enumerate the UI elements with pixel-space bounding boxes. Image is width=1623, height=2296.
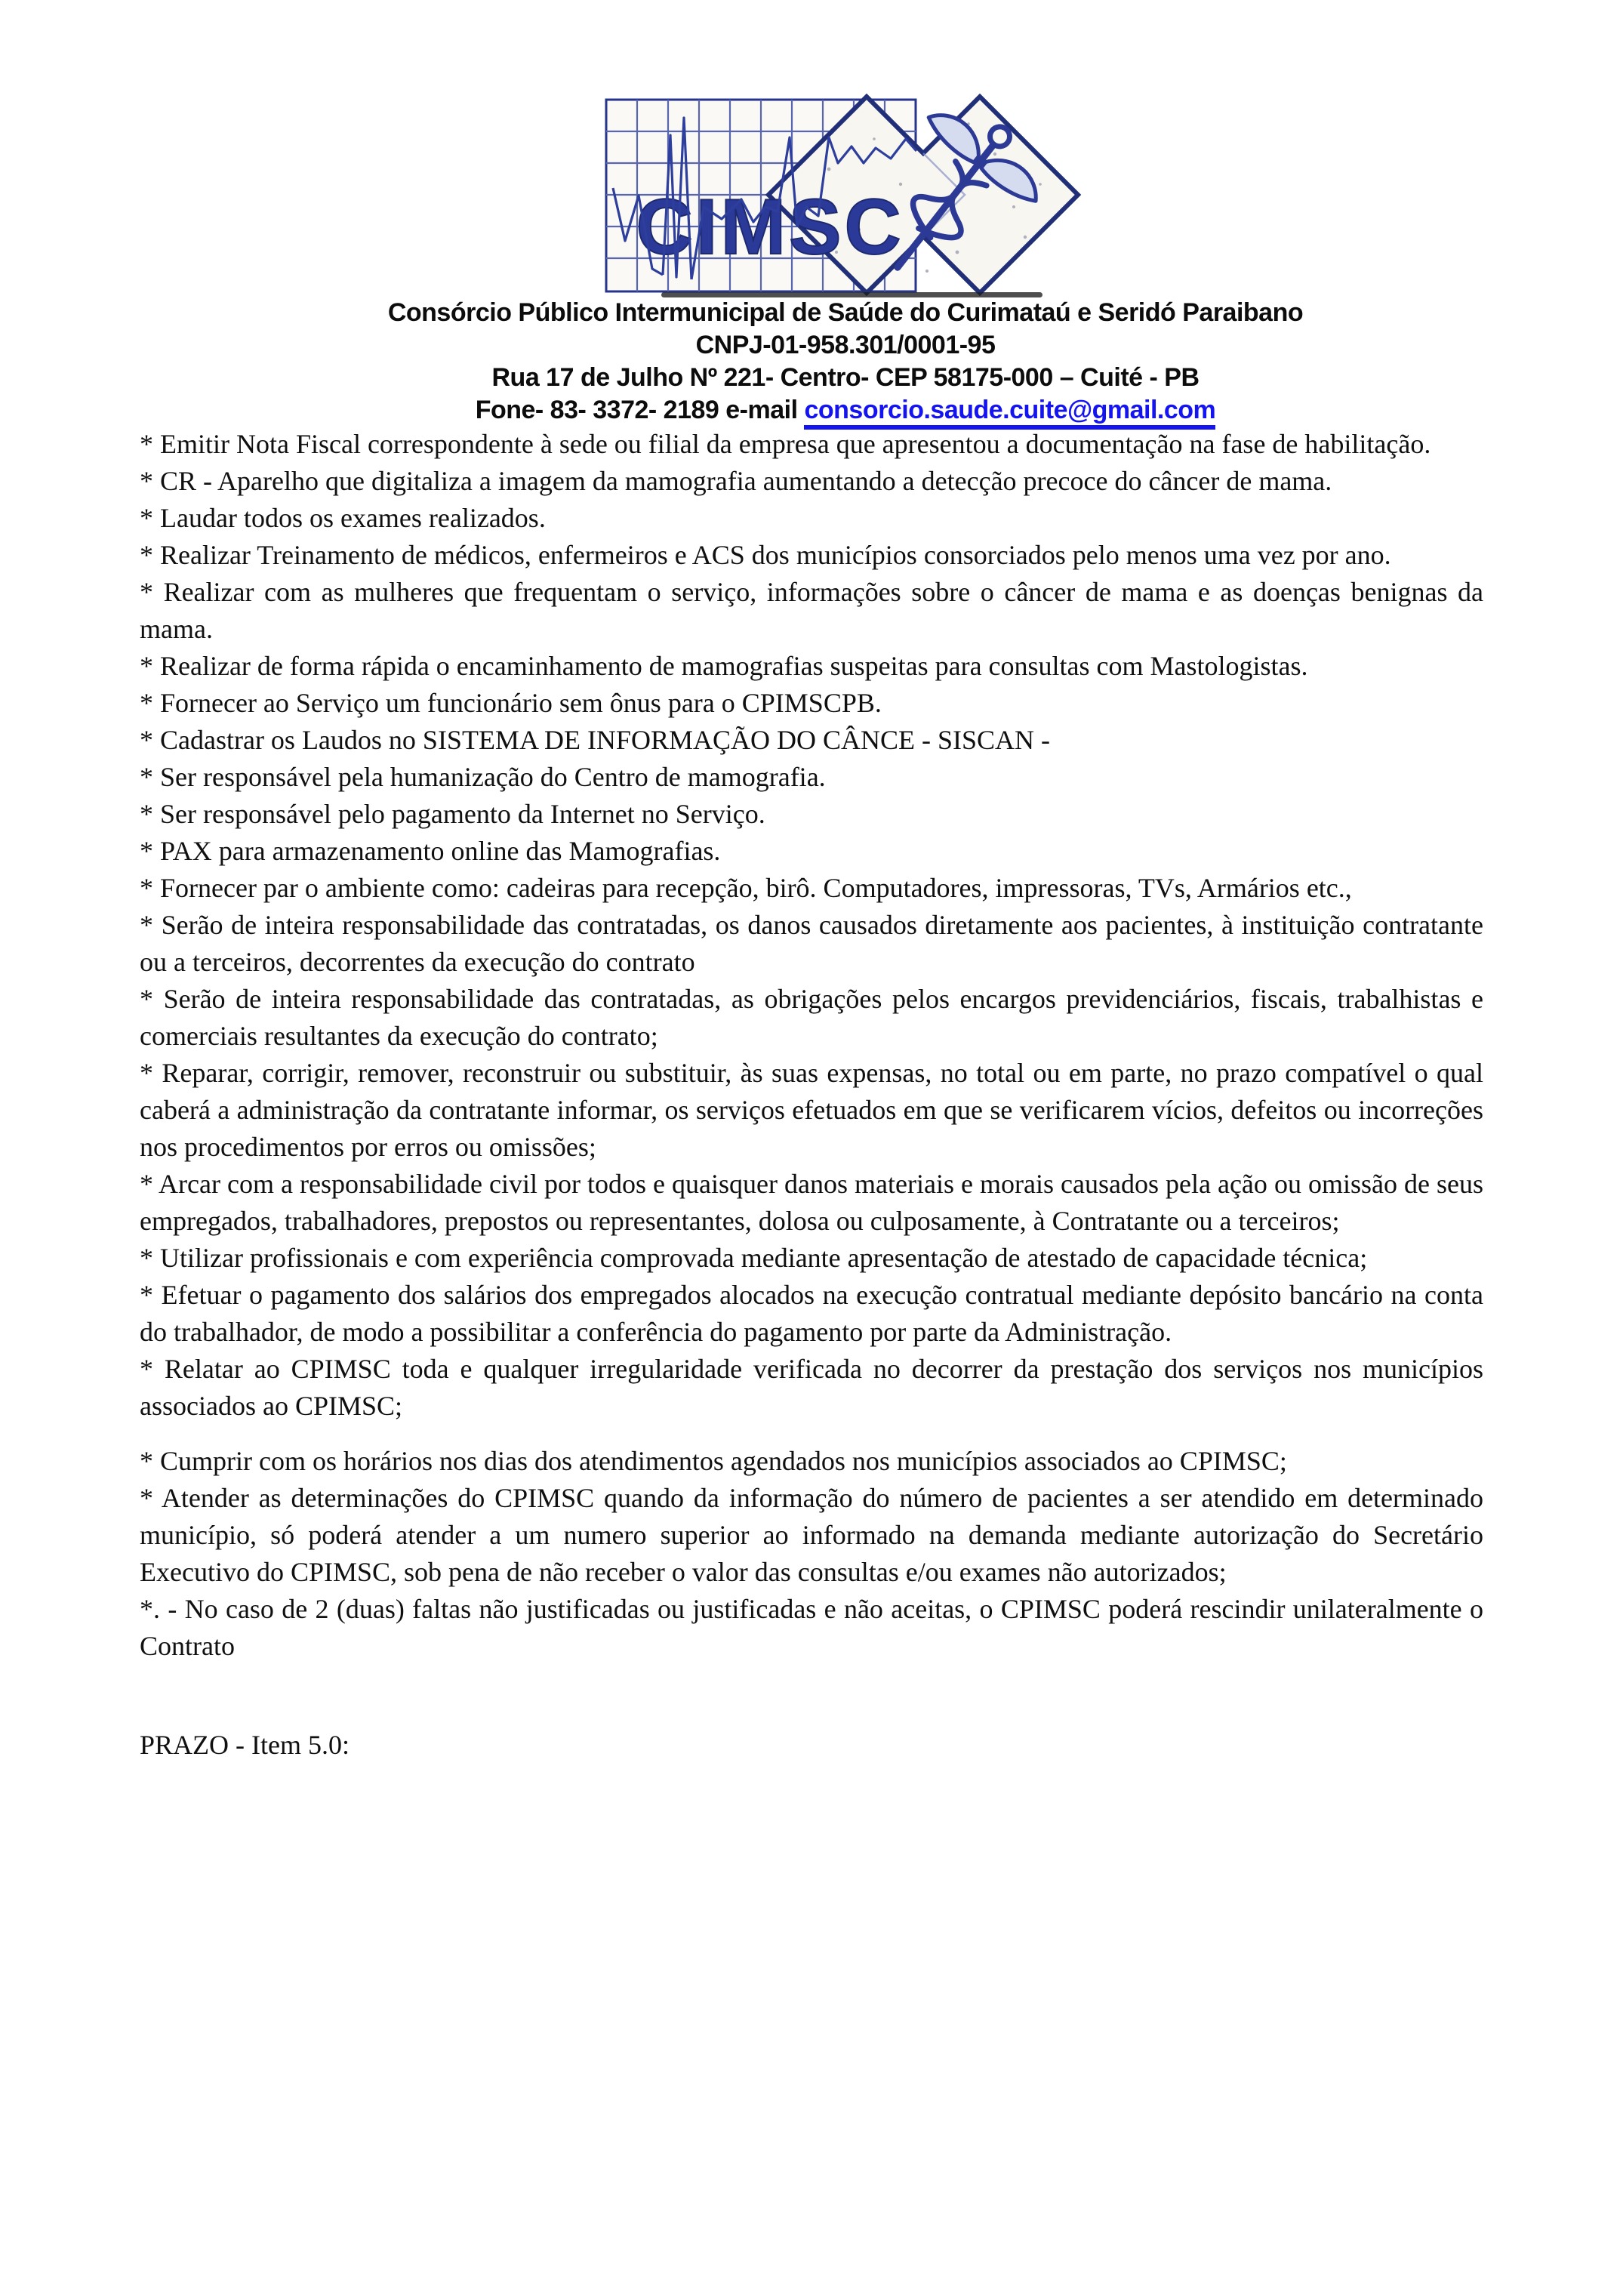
body-paragraph: * Reparar, corrigir, remover, reconstruir ou substituir, às suas expensas, no total ou em parte, no prazo compatível o qual caberá a administração da contratante informar, os serviços efetuados em que se verificarem vícios, defeitos ou incorreções nos procedimentos por erros ou omissões; xyxy=(140,1058,1483,1162)
phone-label: Fone- 83- 3372- 2189 e-mail xyxy=(475,396,805,424)
cnpj-line: CNPJ-01-958.301/0001-95 xyxy=(695,331,996,359)
prazo-heading: PRAZO - Item 5.0: xyxy=(140,1730,350,1760)
body-paragraph: * Cadastrar os Laudos no SISTEMA DE INFORMAÇÃO DO CÂNCE - SISCAN - xyxy=(140,725,1050,755)
body-paragraph: * Fornecer ao Serviço um funcionário sem ônus para o CPIMSCPB. xyxy=(140,688,882,718)
body-paragraph: * Realizar Treinamento de médicos, enfermeiros e ACS dos municípios consorciados pelo menos uma vez por ano. xyxy=(140,540,1391,570)
body-paragraph: *. - No caso de 2 (duas) faltas não justificadas ou justificadas e não aceitas, o CPIMSC poderá rescindir unilateralmente o Contrato xyxy=(140,1594,1483,1661)
cimsc-logo-graphic xyxy=(602,94,1093,296)
document-body xyxy=(140,426,1483,1764)
body-paragraph: * Serão de inteira responsabilidade das contratadas, os danos causados diretamente aos pacientes, à instituição contratante ou a terceiros, decorrentes da execução do contrato xyxy=(140,910,1483,977)
cimsc-logo xyxy=(602,94,1093,296)
org-name: Consórcio Público Intermunicipal de Saúde do Curimataú e Seridó Paraibano xyxy=(387,298,1304,327)
body-paragraph: * PAX para armazenamento online das Mamografias. xyxy=(140,836,721,866)
body-paragraph: * Realizar com as mulheres que frequentam o serviço, informações sobre o câncer de mama e as doenças benignas da mama. xyxy=(140,577,1483,644)
body-paragraph: * Serão de inteira responsabilidade das contratadas, as obrigações pelos encargos previdenciários, fiscais, trabalhistas e comerciais resultantes da execução do contrato; xyxy=(140,984,1483,1051)
email-link[interactable]: consorcio.saude.cuite@gmail.com xyxy=(804,396,1215,430)
body-paragraph: * Utilizar profissionais e com experiência comprovada mediante apresentação de atestado de capacidade técnica; xyxy=(140,1243,1368,1273)
logo-text: CIMSC xyxy=(636,183,904,271)
body-paragraph: * Efetuar o pagamento dos salários dos empregados alocados na execução contratual mediante depósito bancário na conta do trabalhador, de modo a possibilitar a conferência do pagamento por parte da Administração. xyxy=(140,1280,1483,1347)
body-paragraph: * CR - Aparelho que digitaliza a imagem da mamografia aumentando a detecção precoce do câncer de mama. xyxy=(140,466,1332,496)
body-paragraph: * Relatar ao CPIMSC toda e qualquer irregularidade verificada no decorrer da prestação dos serviços nos municípios associados ao CPIMSC; xyxy=(140,1354,1483,1421)
body-paragraph: * Realizar de forma rápida o encaminhamento de mamografias suspeitas para consultas com Mastologistas. xyxy=(140,651,1308,681)
body-paragraph: * Atender as determinações do CPIMSC quando da informação do número de pacientes a ser atendido em determinado município, só poderá atender a um numero superior ao informado na demanda mediante autorização do Secretário Executivo do CPIMSC, sob pena de não receber o valor das consultas e/ou exames não autorizados; xyxy=(140,1483,1483,1587)
phone-email-line xyxy=(155,394,1536,427)
letterhead xyxy=(155,297,1536,427)
body-paragraph: * Emitir Nota Fiscal correspondente à sede ou filial da empresa que apresentou a documentação na fase de habilitação. xyxy=(140,429,1431,459)
address-line: Rua 17 de Julho Nº 221- Centro- CEP 58175-000 – Cuité - PB xyxy=(491,363,1200,392)
body-paragraph: * Cumprir com os horários nos dias dos atendimentos agendados nos municípios associados ao CPIMSC; xyxy=(140,1446,1287,1476)
body-paragraph: * Arcar com a responsabilidade civil por todos e quaisquer danos materiais e morais causados pela ação ou omissão de seus empregados, trabalhadores, prepostos ou representantes, dolosa ou culposamente, à Contratante ou a terceiros; xyxy=(140,1169,1483,1236)
body-paragraph: * Laudar todos os exames realizados. xyxy=(140,503,546,533)
body-paragraph: * Ser responsável pelo pagamento da Internet no Serviço. xyxy=(140,799,765,829)
body-paragraph: * Fornecer par o ambiente como: cadeiras para recepção, birô. Computadores, impressoras, TVs, Armários etc., xyxy=(140,873,1352,903)
body-paragraph: * Ser responsável pela humanização do Centro de mamografia. xyxy=(140,762,826,792)
